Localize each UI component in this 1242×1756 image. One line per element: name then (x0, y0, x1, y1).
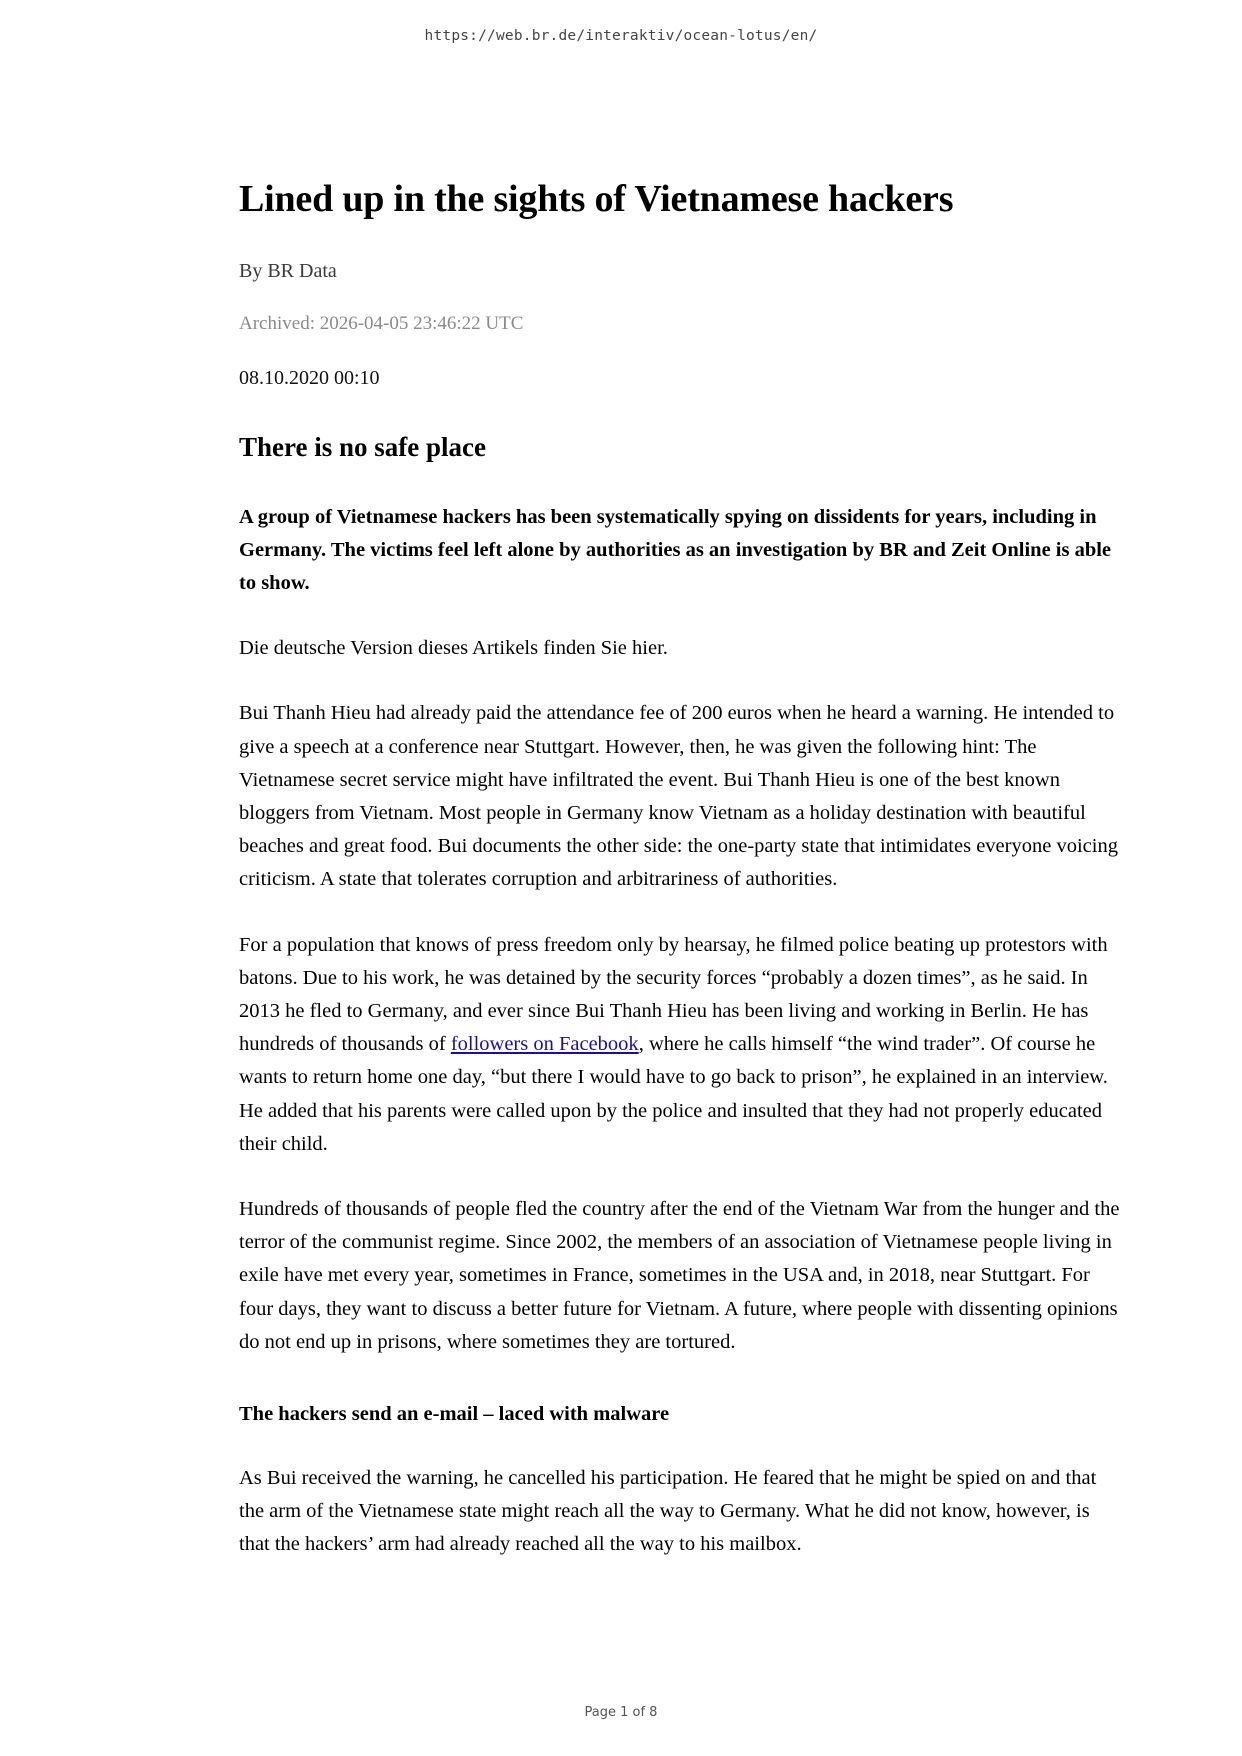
archived-timestamp: Archived: 2026-04-05 23:46:22 UTC (239, 312, 524, 334)
article-content (121, 176, 1121, 1561)
page-title: Lined up in the sights of Vietnamese hackers (239, 178, 954, 220)
article-section-heading: The hackers send an e-mail – laced with malware (239, 1403, 670, 1426)
article-lede: A group of Vietnamese hackers has been systematically spying on dissidents for years, including in Germany. The victims feel left alone by authorities as an investigation by BR and Zeit Online is able to show. (239, 505, 1112, 594)
article-subheading: There is no safe place (239, 431, 486, 462)
article-byline: By BR Data (239, 259, 337, 282)
article-paragraph-4: As Bui received the warning, he cancelled his participation. He feared that he might be spied on and that the arm of the Vietnamese state might reach all the way to Germany. What he did not know, however, is that the hackers’ arm had already reached all the way to his mailbox. (239, 1466, 1097, 1556)
publish-date: 08.10.2020 00:10 (239, 366, 380, 389)
article-paragraph-2 (239, 929, 1121, 1161)
facebook-followers-link[interactable]: followers on Facebook (450, 1033, 639, 1056)
paragraph-2-text-before: For a population that knows of press freedom only by hearsay, he filmed police beating up protestors with batons. Due to his work, he was detained by the security forces “probably a dozen times”, as he said. In 2013 he fled to Germany, and ever since Bui Thanh Hieu has been living and working in Berlin. He has hundreds of thousands of (239, 933, 1108, 1056)
article-paragraph-1: Bui Thanh Hieu had already paid the attendance fee of 200 euros when he heard a warning. He intended to give a speech at a conference near Stuttgart. However, then, he was given the following hint: The Vietnamese secret service might have infiltrated the event. Bui Thanh Hieu is one of the best known bloggers from Vietnam. Most people in Germany know Vietnam as a holiday destination with beautiful beaches and great food. Bui documents the other side: the one-party state that intimidates everyone voicing criticism. A state that tolerates corruption and arbitrariness of authorities. (239, 702, 1118, 891)
article-paragraph-3: Hundreds of thousands of people fled the country after the end of the Vietnam War from the hunger and the terror of the communist regime. Since 2002, the members of an association of Vietnamese people living in exile have met every year, sometimes in France, sometimes in the USA and, in 2018, near Stuttgart. For four days, they want to discuss a better future for Vietnam. A future, where people with dissenting opinions do not end up in prisons, where sometimes they are tortured. (239, 1198, 1120, 1353)
page-footer: Page 1 of 8 (584, 1705, 658, 1720)
top-spacer (0, 44, 1242, 176)
paragraph-2-text-after: , where he calls himself “the wind trader”. Of course he wants to return home one day, “but there I would have to go back to prison”, he explained in an interview. He added that his parents were called upon by the police and insulted that they had not properly educated their child. (239, 1033, 1108, 1155)
source-url: https://web.br.de/interaktiv/ocean-lotus/en/ (424, 28, 818, 44)
german-version-note: Die deutsche Version dieses Artikels finden Sie hier. (239, 637, 668, 660)
